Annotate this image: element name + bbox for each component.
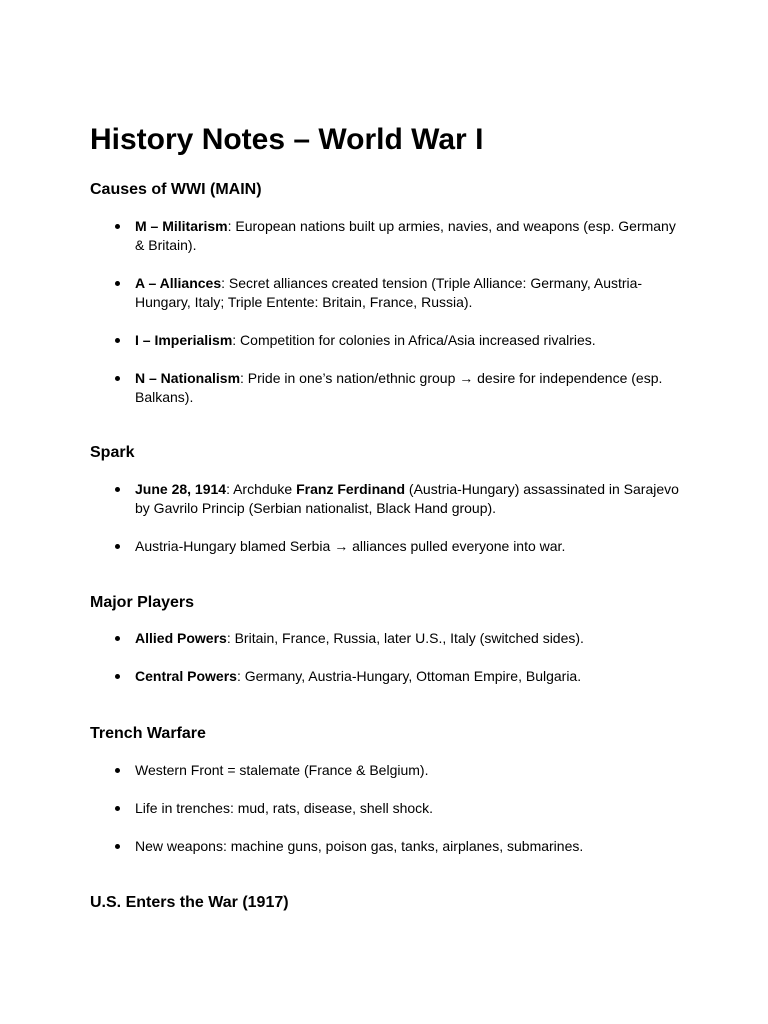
- section-heading-causes: Causes of WWI (MAIN): [90, 181, 262, 198]
- list-item: [90, 480, 680, 518]
- list-item: [90, 331, 680, 350]
- list-item: [90, 217, 680, 255]
- term: I – Imperialism: [135, 332, 233, 348]
- players-list: [90, 629, 680, 705]
- term: M – Militarism: [135, 218, 228, 234]
- section-heading-major-players: Major Players: [90, 594, 195, 611]
- item-text: : Secret alliances created tension (Triple Alliance: Germany, Austria-Hungary, Italy; Triple Entente: Britain, France, Russia).: [135, 275, 643, 310]
- item-text: : European nations built up armies, navies, and weapons (esp. Germany & Britain).: [135, 218, 676, 253]
- term: Franz Ferdinand: [296, 481, 406, 497]
- term: A – Alliances: [135, 275, 222, 291]
- item-text: New weapons: machine guns, poison gas, tanks, airplanes, submarines.: [135, 838, 584, 854]
- term: Central Powers: [135, 668, 237, 684]
- item-text: : Britain, France, Russia, later U.S., Italy (switched sides).: [226, 630, 584, 646]
- list-item: [90, 369, 680, 407]
- list-item: [90, 537, 680, 556]
- spark-list: [90, 480, 680, 575]
- term: June 28, 1914: [135, 481, 227, 497]
- list-item: [90, 274, 680, 312]
- item-text: : Germany, Austria-Hungary, Ottoman Empire, Bulgaria.: [236, 668, 582, 684]
- item-text: : Pride in one’s nation/ethnic group → desire for independence (esp. Balkans).: [135, 370, 663, 405]
- trench-list: [90, 761, 680, 875]
- list-item: [90, 667, 680, 686]
- causes-list: [90, 217, 680, 426]
- item-text: Life in trenches: mud, rats, disease, shell shock.: [135, 800, 434, 816]
- page-title: History Notes – World War I: [90, 123, 484, 156]
- section-heading-us-enters: U.S. Enters the War (1917): [90, 894, 289, 911]
- item-text: : Archduke: [226, 481, 297, 497]
- list-item: [90, 629, 680, 648]
- item-text: Western Front = stalemate (France & Belgium).: [135, 762, 429, 778]
- list-item: [90, 761, 680, 780]
- item-text: : Competition for colonies in Africa/Asia increased rivalries.: [232, 332, 596, 348]
- term: N – Nationalism: [135, 370, 241, 386]
- item-text: Austria-Hungary blamed Serbia → alliances pulled everyone into war.: [135, 538, 566, 554]
- term: Allied Powers: [135, 630, 227, 646]
- section-heading-spark: Spark: [90, 444, 135, 461]
- list-item: [90, 837, 680, 856]
- list-item: [90, 799, 680, 818]
- section-heading-trench-warfare: Trench Warfare: [90, 725, 206, 742]
- item-text: (Austria-Hungary) assassinated in Sarajevo by Gavrilo Princip (Serbian nationalist, Black Hand group).: [135, 481, 679, 516]
